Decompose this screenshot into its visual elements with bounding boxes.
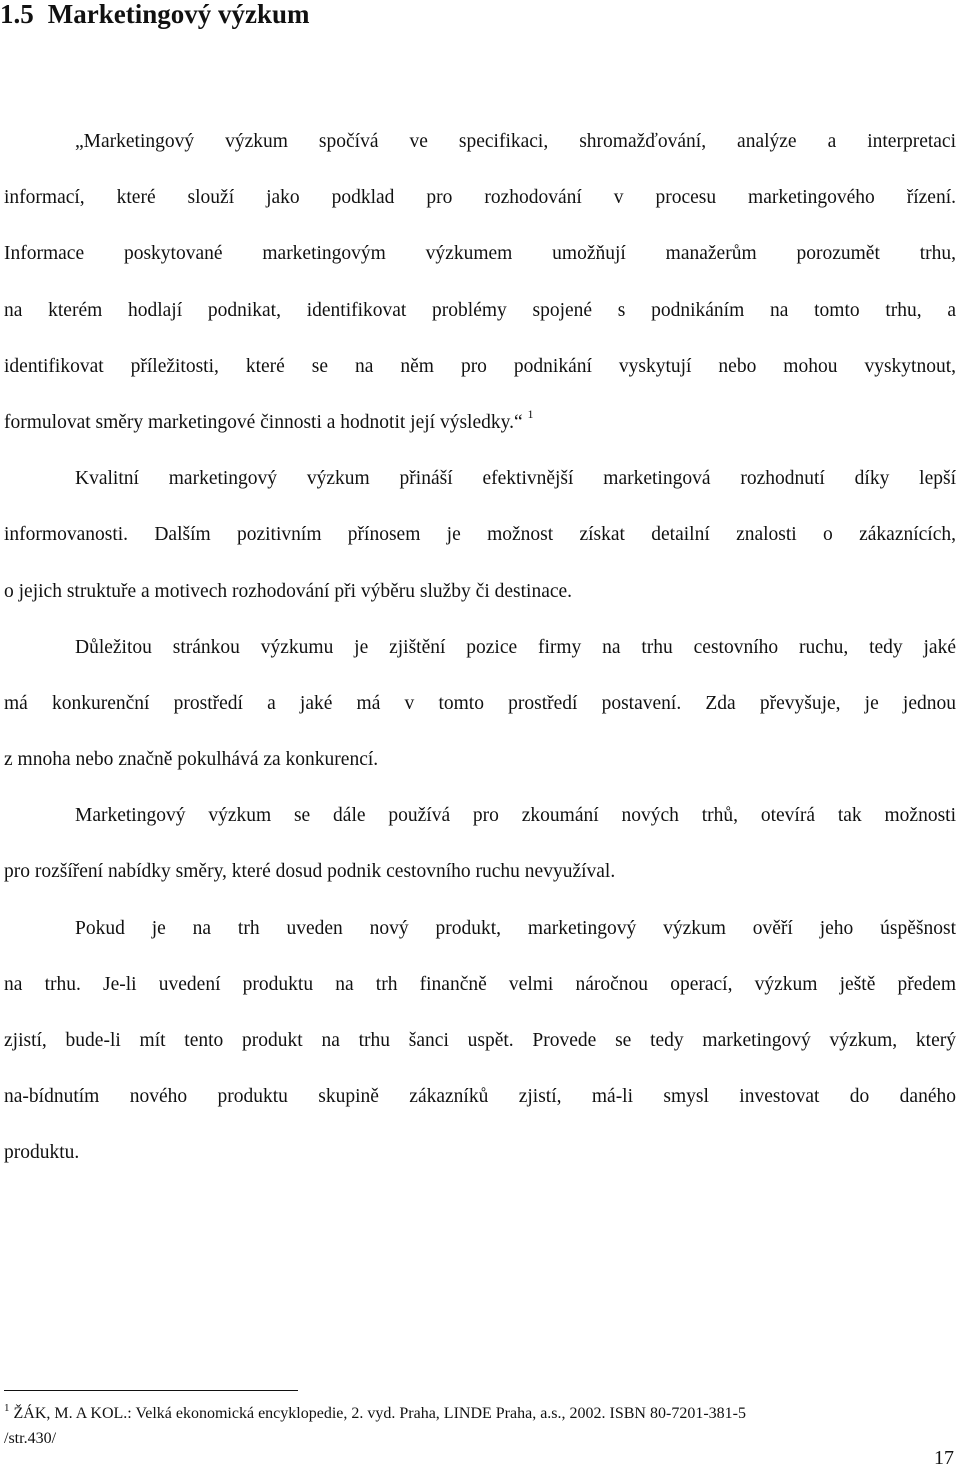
footnote-text: ŽÁK, M. A KOL.: Velká ekonomická encyklopedie, 2. vyd. Praha, LINDE Praha, a.s., 2002. ISBN 80-7201-381-5 bbox=[13, 1405, 746, 1422]
section-number: 1.5 bbox=[0, 0, 34, 29]
paragraph-new-product bbox=[4, 901, 956, 1182]
text-line: má konkurenční prostředí a jaké má v tomto prostředí postavení. Zda převyšuje, je jednou bbox=[4, 692, 956, 714]
text-line: pro rozšíření nabídky směry, které dosud podnik cestovního ruchu nevyužíval. bbox=[4, 861, 616, 883]
text-line: informací, které slouží jako podklad pro rozhodování v procesu marketingového řízení. bbox=[4, 187, 956, 209]
paragraph-quote bbox=[4, 114, 956, 451]
text-line: Marketingový výzkum se dále používá pro zkoumání nových trhů, otevírá tak možnosti bbox=[75, 805, 956, 827]
text-line: Kvalitní marketingový výzkum přináší efektivnější marketingová rozhodnutí díky lepší bbox=[75, 468, 956, 490]
text-line: „Marketingový výzkum spočívá ve specifikaci, shromažďování, analýze a interpretaci bbox=[75, 131, 956, 152]
text-line: formulovat směry marketingové činnosti a hodnotit její výsledky.“ bbox=[4, 411, 523, 433]
footnote bbox=[4, 1402, 956, 1451]
footnote-line bbox=[4, 1402, 956, 1427]
page-number: 17 bbox=[934, 1447, 954, 1469]
paragraph-quality bbox=[4, 451, 956, 620]
text-line: zjistí, bude-li mít tento produkt na trhu šanci uspět. Provede se tedy marketingový výzkum, který bbox=[4, 1030, 956, 1051]
text-line: Důležitou stránkou výzkumu je zjištění pozice firmy na trhu cestovního ruchu, tedy jaké bbox=[75, 636, 956, 658]
body-text bbox=[4, 114, 956, 1182]
paragraph-new-markets bbox=[4, 788, 956, 900]
section-heading bbox=[0, 0, 309, 32]
text-line-with-footnote bbox=[4, 395, 956, 451]
text-line: Pokud je na trh uveden nový produkt, marketingový výzkum ověří jeho úspěšnost bbox=[75, 917, 956, 939]
footnote-reference[interactable]: 1 bbox=[527, 406, 534, 421]
footnote-number: 1 bbox=[4, 1402, 10, 1414]
text-line: na kterém hodlají podnikat, identifikovat problémy spojené s podnikáním na tomto trhu, a bbox=[4, 299, 956, 321]
footnote-separator bbox=[4, 1390, 298, 1391]
text-line: identifikovat příležitosti, které se na něm pro podnikání vyskytují nebo mohou vyskytnout, bbox=[4, 355, 956, 377]
text-line: produktu. bbox=[4, 1142, 80, 1164]
footnote-line: /str.430/ bbox=[4, 1430, 57, 1447]
text-line: Informace poskytované marketingovým výzkumem umožňují manažerům porozumět trhu, bbox=[4, 243, 956, 265]
text-line: z mnoha nebo značně pokulhává za konkurencí. bbox=[4, 749, 379, 771]
text-line: o jejich struktuře a motivech rozhodování při výběru služby či destinace. bbox=[4, 580, 573, 602]
paragraph-position bbox=[4, 620, 956, 789]
section-title: Marketingový výzkum bbox=[47, 0, 310, 29]
text-line: informovanosti. Dalším pozitivním přínosem je možnost získat detailní znalosti o zákaznících, bbox=[4, 524, 956, 546]
text-line: na trhu. Je-li uvedení produktu na trh finančně velmi náročnou operací, výzkum ještě předem bbox=[4, 973, 956, 995]
text-line: na-bídnutím nového produktu skupině zákazníků zjistí, má-li smysl investovat do daného bbox=[4, 1086, 956, 1108]
